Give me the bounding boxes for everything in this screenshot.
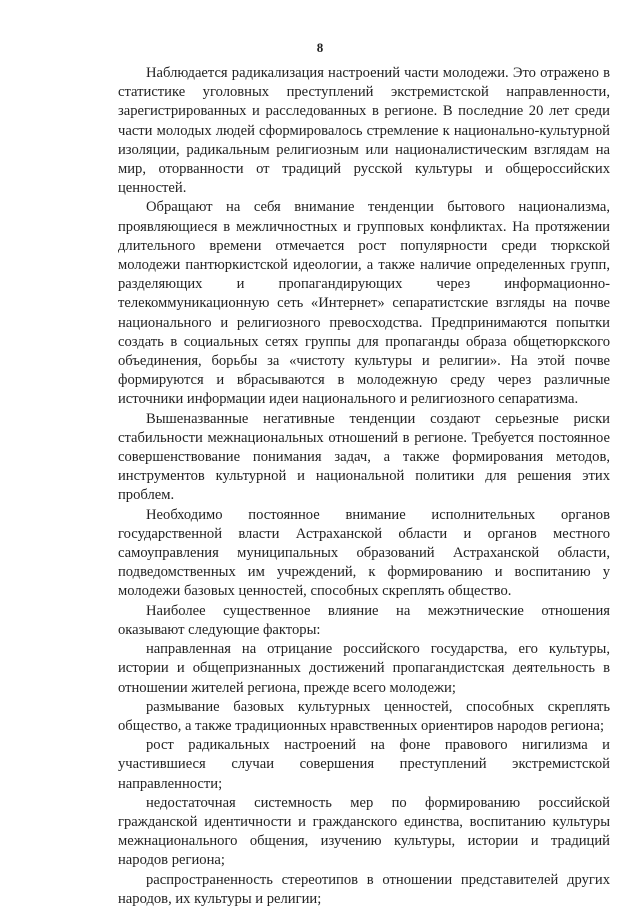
paragraph-factors-intro: Наиболее существенное влияние на межэтнические отношения оказывают следующие факторы: [118,602,610,638]
page-number: 8 [316,40,324,55]
document-body [118,64,610,909]
factor-item: размывание базовых культурных ценностей, способных скреплять общество, а также традиционных нравственных ориентиров народов региона; [118,698,610,734]
factor-item: рост радикальных настроений на фоне правового нигилизма и участившиеся случаи совершения преступлений экстремистской направленности; [118,737,610,792]
paragraph-youth-radicalization: Наблюдается радикализация настроений части молодежи. Это отражено в статистике уголовных преступлений экстремистской направленности, зарегистрированных и расследованных в регионе. В последние 20 лет среди части молодых людей сформировалось стремление к национально-культурной изоляции, радикальным религиозным или националистическим взглядам на мир, оторванности от традиций русской культуры и общероссийских ценностей. [118,65,610,197]
factor-item: недостаточная системность мер по формированию российской гражданской идентичности и гражданского единства, воспитанию культуры межнационального общения, изучению культуры, истории и традиций народов региона; [118,794,610,869]
paragraph-risks: Вышеназванные негативные тенденции создают серьезные риски стабильности межнациональных отношений в регионе. Требуется постоянное совершенствование понимания задач, а также формирования методов, инструментов культурной и национальной политики для решения этих проблем. [118,410,610,504]
factor-item: распространенность стереотипов в отношении представителей других народов, их культуры и религии; [118,871,610,907]
factor-item: направленная на отрицание российского государства, его культуры, истории и общепризнанных достижений пропагандистская деятельность в отношении жителей региона, прежде всего молодежи; [118,641,610,696]
paragraph-everyday-nationalism: Обращают на себя внимание тенденции бытового национализма, проявляющиеся в межличностных и групповых конфликтах. На протяжении длительного времени отмечается рост популярности среди тюркской молодежи пантюркистской идеологии, а также наличие определенных групп, разделяющих и пропагандирующих через информационно-телекоммуникационную сеть «Интернет» сепаратистские взгляды на почве национального и религиозного превосходства. Предпринимаются попытки создать в социальных сетях группы для пропаганды образа общетюркского объединения, борьбы за «чистоту культуры и религии». На этой почве формируются и вбрасываются в молодежную среду через различные источники информации идеи национального и религиозного сепаратизма. [118,199,610,408]
paragraph-constant-attention: Необходимо постоянное внимание исполнительных органов государственной власти Астраханской области и органов местного самоуправления муниципальных образований Астраханской области, подведомственных им учреждений, к формированию и воспитанию у молодежи базовых ценностей, способных скреплять общество. [118,506,610,600]
